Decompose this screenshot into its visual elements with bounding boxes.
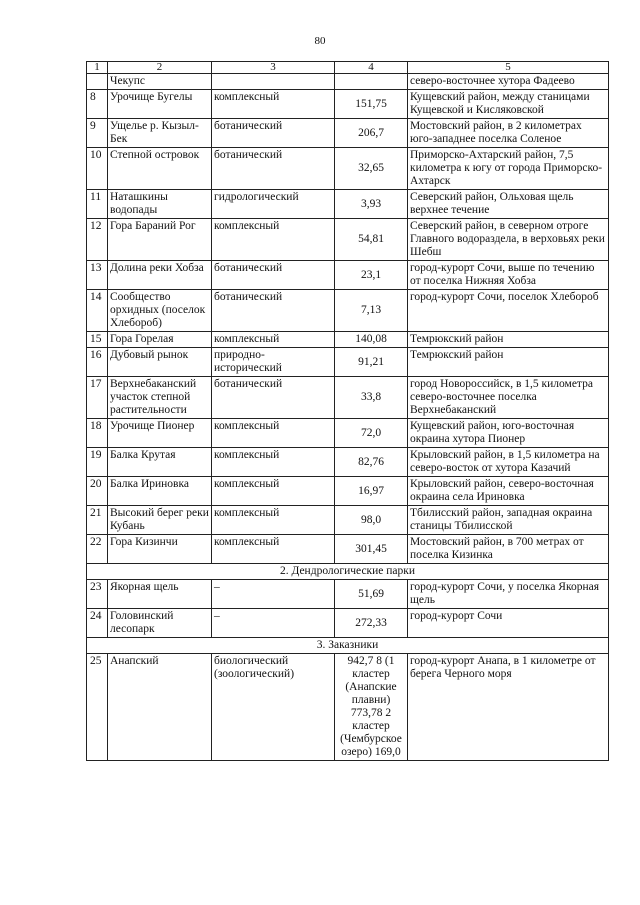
row-type: комплексный [212, 506, 335, 535]
row-location: Кущевский район, юго-восточная окраина хутора Пионер [408, 419, 609, 448]
column-header-row [87, 62, 609, 74]
row-type: комплексный [212, 448, 335, 477]
row-location: город-курорт Сочи, поселок Хлебороб [408, 290, 609, 332]
table-row [87, 377, 609, 419]
row-name: Высокий берег реки Кубань [108, 506, 212, 535]
row-number: 21 [87, 506, 108, 535]
table-row [87, 448, 609, 477]
row-number: 25 [87, 654, 108, 761]
row-location: Приморско-Ахтарский район, 7,5 километра к югу от города Приморско-Ахтарск [408, 148, 609, 190]
row-type: гидрологический [212, 190, 335, 219]
section-row [87, 638, 609, 654]
row-location: Темрюкский район [408, 348, 609, 377]
row-name: Наташкины водопады [108, 190, 212, 219]
row-type: – [212, 580, 335, 609]
table-row [87, 609, 609, 638]
row-area: 23,1 [335, 261, 408, 290]
row-name: Долина реки Хобза [108, 261, 212, 290]
row-location: город Новороссийск, в 1,5 километра северо-восточнее поселка Верхнебаканский [408, 377, 609, 419]
row-location: город-курорт Анапа, в 1 километре от берега Черного моря [408, 654, 609, 761]
row-location: город-курорт Сочи, выше по течению от поселка Нижняя Хобза [408, 261, 609, 290]
row-number: 12 [87, 219, 108, 261]
row-number: 18 [87, 419, 108, 448]
section-title: 2. Дендрологические парки [87, 564, 609, 580]
row-type: комплексный [212, 332, 335, 348]
row-number: 9 [87, 119, 108, 148]
row-name: Чекупс [108, 74, 212, 90]
row-number: 19 [87, 448, 108, 477]
table-row [87, 119, 609, 148]
row-location: город-курорт Сочи, у поселка Якорная щель [408, 580, 609, 609]
row-area: 140,08 [335, 332, 408, 348]
row-name: Урочище Пионер [108, 419, 212, 448]
column-header: 3 [212, 62, 335, 74]
page-number: 80 [314, 35, 326, 47]
table-row [87, 580, 609, 609]
column-header: 5 [408, 62, 609, 74]
table-row [87, 348, 609, 377]
row-number: 11 [87, 190, 108, 219]
continuation-row [87, 74, 609, 90]
row-name: Верхнебаканский участок степной растительности [108, 377, 212, 419]
row-area: 98,0 [335, 506, 408, 535]
column-header: 4 [335, 62, 408, 74]
row-type: ботанический [212, 119, 335, 148]
row-area: 7,13 [335, 290, 408, 332]
table-row [87, 332, 609, 348]
table-row [87, 419, 609, 448]
row-location: Крыловский район, в 1,5 километра на северо-восток от хутора Казачий [408, 448, 609, 477]
row-name: Головинский лесопарк [108, 609, 212, 638]
row-name: Степной островок [108, 148, 212, 190]
row-name: Гора Бараний Рог [108, 219, 212, 261]
table-row [87, 654, 609, 761]
row-location: Темрюкский район [408, 332, 609, 348]
row-number: 8 [87, 90, 108, 119]
row-number: 23 [87, 580, 108, 609]
row-number [87, 74, 108, 90]
table-row [87, 261, 609, 290]
row-name: Якорная щель [108, 580, 212, 609]
table-row [87, 90, 609, 119]
row-area: 33,8 [335, 377, 408, 419]
row-type: ботанический [212, 290, 335, 332]
row-number: 13 [87, 261, 108, 290]
row-location: город-курорт Сочи [408, 609, 609, 638]
row-name: Сообщество орхидных (поселок Хлебороб) [108, 290, 212, 332]
row-name: Гора Кизинчи [108, 535, 212, 564]
table-row [87, 506, 609, 535]
row-area: 3,93 [335, 190, 408, 219]
table-row [87, 219, 609, 261]
table-row [87, 535, 609, 564]
row-area: 82,76 [335, 448, 408, 477]
row-type: комплексный [212, 477, 335, 506]
row-number: 22 [87, 535, 108, 564]
row-name: Дубовый рынок [108, 348, 212, 377]
row-number: 24 [87, 609, 108, 638]
row-location: Кущевский район, между станицами Кущевской и Кисляковской [408, 90, 609, 119]
column-header: 2 [108, 62, 212, 74]
row-number: 15 [87, 332, 108, 348]
row-area: 16,97 [335, 477, 408, 506]
row-type: биологический (зоологический) [212, 654, 335, 761]
row-area: 51,69 [335, 580, 408, 609]
row-name: Урочище Бугелы [108, 90, 212, 119]
row-area: 301,45 [335, 535, 408, 564]
row-type [212, 74, 335, 90]
row-location: Северский район, в северном отроге Главного водораздела, в верховьях реки Шебш [408, 219, 609, 261]
row-name: Гора Горелая [108, 332, 212, 348]
column-header: 1 [87, 62, 108, 74]
row-area: 151,75 [335, 90, 408, 119]
row-type: комплексный [212, 535, 335, 564]
row-area [335, 74, 408, 90]
row-number: 14 [87, 290, 108, 332]
row-type: комплексный [212, 419, 335, 448]
row-type: комплексный [212, 90, 335, 119]
section-title: 3. Заказники [87, 638, 609, 654]
row-location: Тбилисский район, западная окраина станицы Тбилисской [408, 506, 609, 535]
row-area: 206,7 [335, 119, 408, 148]
row-number: 10 [87, 148, 108, 190]
row-area: 942,7 8 (1 кластер (Анапские плавни) 773,78 2 кластер (Чембурское озеро) 169,0 [335, 654, 408, 761]
row-name: Ущелье р. Кызыл-Бек [108, 119, 212, 148]
row-type: природно-исторический [212, 348, 335, 377]
row-name: Балка Крутая [108, 448, 212, 477]
row-area: 54,81 [335, 219, 408, 261]
row-number: 20 [87, 477, 108, 506]
row-number: 16 [87, 348, 108, 377]
table-row [87, 290, 609, 332]
protected-areas-table [86, 61, 609, 761]
row-area: 272,33 [335, 609, 408, 638]
section-row [87, 564, 609, 580]
table-row [87, 190, 609, 219]
row-area: 91,21 [335, 348, 408, 377]
row-type: комплексный [212, 219, 335, 261]
row-type: ботанический [212, 148, 335, 190]
row-location: Крыловский район, северо-восточная окраина села Ириновка [408, 477, 609, 506]
row-number: 17 [87, 377, 108, 419]
row-type: ботанический [212, 377, 335, 419]
table-row [87, 477, 609, 506]
row-type: ботанический [212, 261, 335, 290]
row-area: 32,65 [335, 148, 408, 190]
row-location: Северский район, Ольховая щель верхнее течение [408, 190, 609, 219]
row-area: 72,0 [335, 419, 408, 448]
row-name: Анапский [108, 654, 212, 761]
row-name: Балка Ириновка [108, 477, 212, 506]
row-type: – [212, 609, 335, 638]
row-location: Мостовский район, в 700 метрах от поселка Кизинка [408, 535, 609, 564]
table-row [87, 148, 609, 190]
row-location: северо-восточнее хутора Фадеево [408, 74, 609, 90]
row-location: Мостовский район, в 2 километрах юго-западнее поселка Соленое [408, 119, 609, 148]
